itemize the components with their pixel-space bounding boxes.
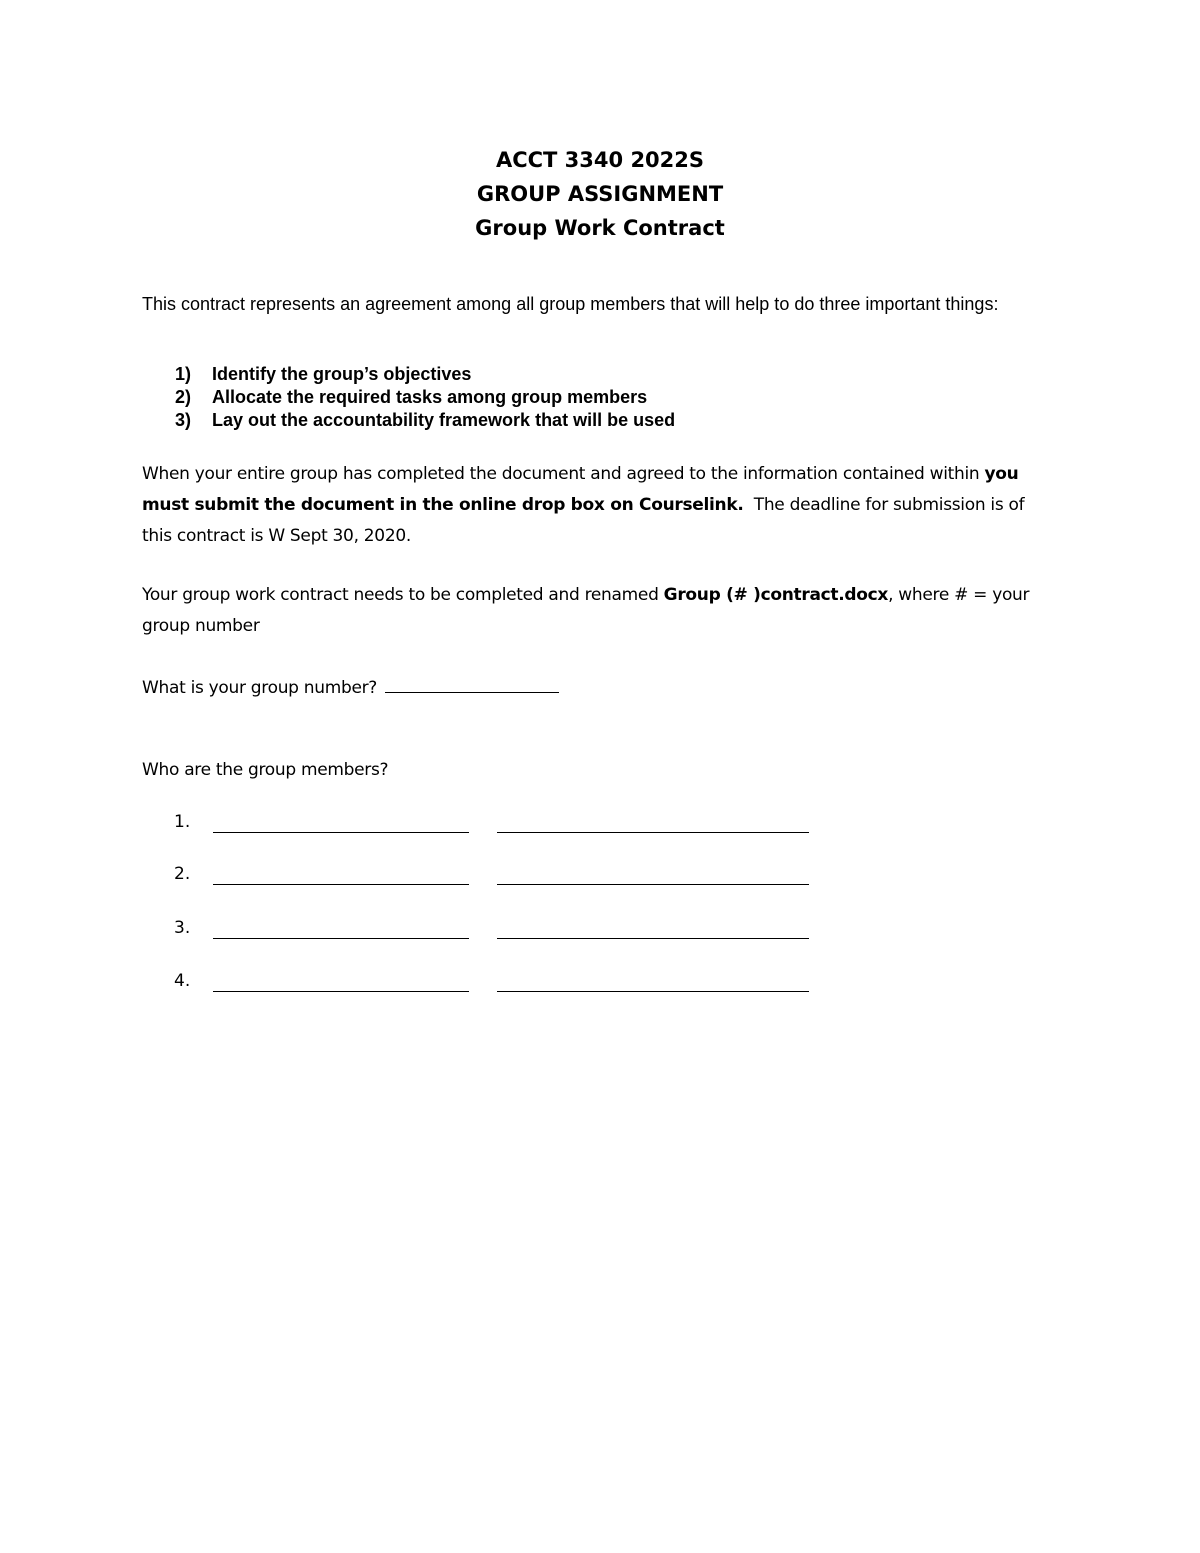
member-name-blank[interactable] (213, 832, 469, 833)
list-item-number: 2) (175, 387, 192, 407)
member-row (0, 914, 1200, 946)
member-name-blank[interactable] (213, 884, 469, 885)
document-header (0, 143, 1200, 245)
file-name: Group (# )contract.docx (663, 585, 889, 605)
list-item (142, 363, 1042, 386)
list-item-text: Identify the group’s objectives (212, 364, 472, 384)
list-item (142, 409, 1042, 432)
member-number: 2. (174, 864, 191, 884)
members-question: Who are the group members? (142, 760, 389, 780)
group-number-question (142, 673, 559, 704)
list-item-text: Allocate the required tasks among group members (212, 387, 648, 407)
member-number: 1. (174, 812, 191, 832)
naming-tail: , where # = your group number (142, 585, 1030, 636)
document-title: Group Work Contract (475, 216, 725, 240)
naming-lead: Your group work contract needs to be completed and renamed (142, 585, 659, 605)
course-code: ACCT 3340 2022S (495, 148, 705, 172)
member-detail-blank[interactable] (497, 884, 809, 885)
submission-deadline: The deadline for submission is of this contract is W Sept 30, 2020. (142, 495, 1025, 546)
list-item-number: 1) (175, 364, 192, 384)
list-item-number: 3) (175, 410, 192, 430)
group-number-label: What is your group number? (142, 678, 378, 698)
member-name-blank[interactable] (213, 938, 469, 939)
member-row (0, 860, 1200, 892)
submission-lead: When your entire group has completed the document and agreed to the information contained within (142, 464, 980, 484)
member-number: 4. (174, 971, 191, 991)
assignment-heading: GROUP ASSIGNMENT (476, 182, 724, 206)
member-detail-blank[interactable] (497, 991, 809, 992)
group-number-blank[interactable] (385, 674, 559, 693)
submission-instruction: you must submit the document in the online drop box on Courselink. (142, 464, 1019, 515)
naming-paragraph (142, 580, 1057, 642)
submission-paragraph (142, 459, 1057, 552)
intro-paragraph: This contract represents an agreement among all group members that will help to do three important things: (142, 294, 999, 314)
member-name-blank[interactable] (213, 991, 469, 992)
member-detail-blank[interactable] (497, 832, 809, 833)
member-detail-blank[interactable] (497, 938, 809, 939)
member-number: 3. (174, 918, 191, 938)
member-row (0, 967, 1200, 999)
objectives-list (142, 363, 1042, 432)
list-item-text: Lay out the accountability framework that will be used (212, 410, 676, 430)
member-row (0, 808, 1200, 840)
list-item (142, 386, 1042, 409)
